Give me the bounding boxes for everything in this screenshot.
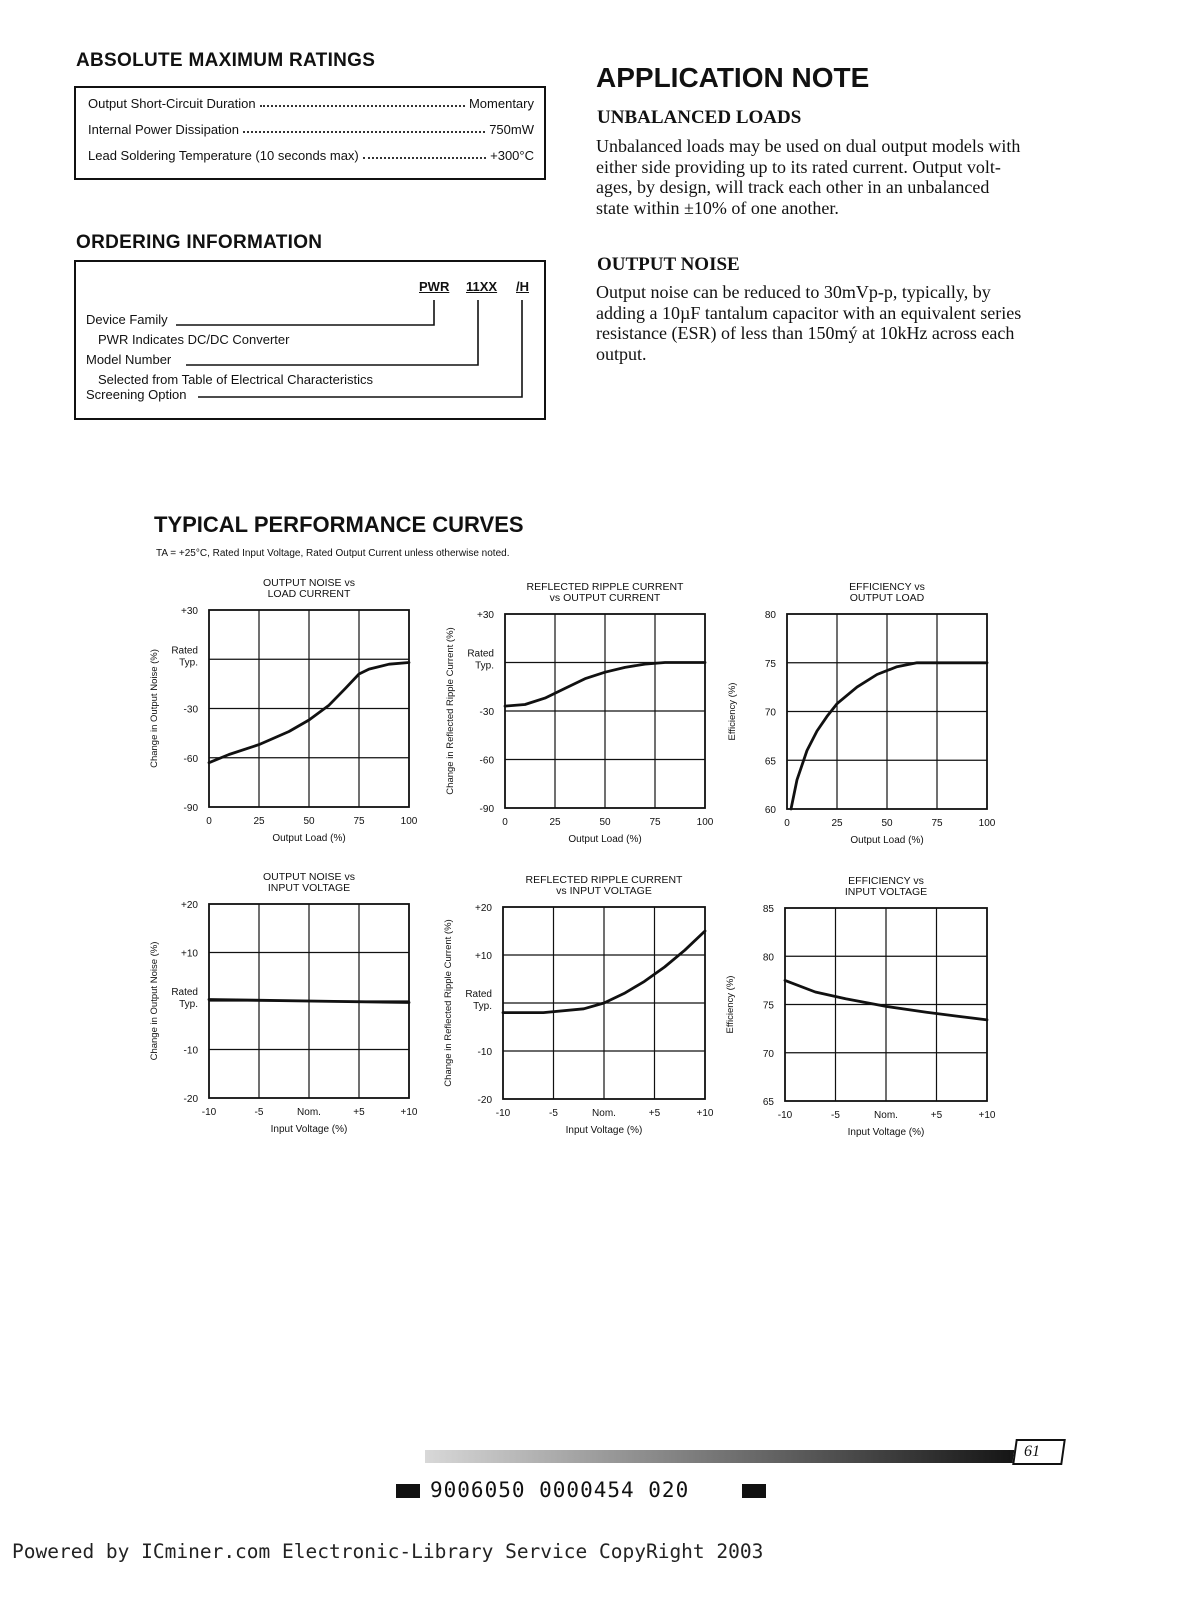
chart-title: OUTPUT LOAD [849, 592, 925, 604]
y-tick-label: -30 [479, 707, 494, 718]
x-tick-label: 100 [978, 818, 996, 829]
y-tick-label: Typ. [179, 999, 198, 1010]
app-note-line: output. [596, 343, 647, 364]
x-tick-label: -10 [495, 1108, 511, 1119]
y-tick-label: 75 [762, 1000, 774, 1012]
app-note-line: state within ±10% of one another. [596, 197, 839, 218]
x-tick-label: -5 [831, 1110, 840, 1121]
y-tick-label: Typ. [179, 657, 198, 669]
series-line [209, 1000, 409, 1003]
chart-title: OUTPUT NOISE vs [263, 577, 355, 589]
app-note-line: adding a 10µF tantalum capacitor with an equivalent series [596, 302, 1022, 323]
y-tick-label: Typ. [473, 1001, 492, 1012]
ordering-title: ORDERING INFORMATION [76, 232, 323, 253]
footer-gradient-bar [425, 1450, 1027, 1463]
ratings-title: ABSOLUTE MAXIMUM RATINGS [76, 50, 376, 71]
x-tick-label: 75 [931, 818, 943, 829]
app-note-line: either side providing up to its rated current. Output volt- [596, 156, 1001, 177]
y-tick-label: 75 [764, 658, 776, 670]
y-tick-label: -90 [479, 804, 494, 815]
y-axis-label: Change in Output Noise (%) [149, 649, 160, 768]
ordering-code-family: PWR [419, 279, 450, 294]
x-tick-label: 25 [253, 816, 265, 827]
y-tick-label: 65 [764, 756, 776, 768]
x-axis-label: Output Load (%) [568, 834, 642, 845]
x-axis-label: Output Load (%) [272, 833, 346, 844]
rating-label: Lead Soldering Temperature (10 seconds max) [88, 148, 359, 163]
x-tick-label: 0 [502, 817, 508, 828]
y-tick-label: -90 [183, 803, 198, 814]
y-tick-label: -60 [479, 755, 494, 767]
barcode-block-left [396, 1484, 420, 1498]
x-tick-label: Nom. [874, 1110, 898, 1121]
y-tick-label: -30 [183, 704, 198, 716]
x-tick-label: Nom. [592, 1108, 616, 1119]
y-tick-label: 70 [764, 707, 776, 719]
x-tick-label: Nom. [297, 1107, 321, 1118]
page-number-box [1012, 1439, 1066, 1465]
app-note-line: resistance (ESR) of less than 150mý at 10kHz across each [596, 323, 1015, 343]
y-tick-label: Typ. [475, 660, 494, 672]
x-tick-label: 100 [696, 817, 714, 828]
powered-by-text: Powered by ICminer.com Electronic-Library Service CopyRight 2003 [12, 1540, 764, 1563]
y-tick-label: -20 [183, 1094, 198, 1105]
x-tick-label: +5 [648, 1108, 661, 1119]
app-note-line: Unbalanced loads may be used on dual output models with [596, 136, 1021, 156]
y-tick-label: +10 [475, 951, 492, 962]
y-tick-label: -10 [183, 1045, 198, 1057]
x-axis-label: Output Load (%) [850, 835, 924, 846]
y-tick-label: 65 [762, 1097, 774, 1108]
x-tick-label: 75 [353, 816, 365, 827]
chart-title: REFLECTED RIPPLE CURRENT [525, 874, 683, 886]
rating-value: 750mW [489, 122, 534, 137]
app-note-heading: UNBALANCED LOADS [597, 107, 802, 128]
chart-title: OUTPUT NOISE vs [263, 871, 355, 883]
ordering-line: Selected from Table of Electrical Characteristics [98, 372, 374, 387]
y-axis-label: Change in Reflected Ripple Current (%) [445, 627, 456, 795]
x-tick-label: -5 [254, 1107, 264, 1118]
x-tick-label: 0 [206, 816, 212, 827]
x-axis-label: Input Voltage (%) [565, 1125, 643, 1136]
x-tick-label: -10 [777, 1110, 793, 1121]
barcode-text: 9006050 0000454 020 [430, 1478, 690, 1502]
chart-title: EFFICIENCY vs [849, 581, 925, 593]
ordering-line: Device Family [86, 312, 168, 327]
ordering-line: PWR Indicates DC/DC Converter [98, 332, 290, 347]
ordering-code-model: 11XX [466, 279, 498, 294]
chart-title: INPUT VOLTAGE [267, 882, 351, 894]
x-tick-label: +10 [696, 1108, 714, 1119]
y-tick-label: 85 [762, 904, 774, 915]
rating-label: Internal Power Dissipation [88, 122, 240, 137]
x-tick-label: +5 [353, 1107, 365, 1118]
x-tick-label: 25 [831, 818, 843, 829]
x-tick-label: 50 [881, 818, 893, 829]
x-tick-label: -5 [549, 1108, 558, 1119]
chart-title: INPUT VOLTAGE [844, 886, 928, 898]
y-tick-label: +10 [181, 948, 198, 960]
x-tick-label: +10 [400, 1107, 418, 1118]
chart-title: EFFICIENCY vs [848, 875, 924, 887]
y-tick-label: -10 [477, 1047, 492, 1058]
y-tick-label: Rated [171, 645, 198, 657]
y-tick-label: +30 [181, 606, 198, 617]
x-tick-label: +10 [978, 1110, 996, 1121]
ordering-line: Screening Option [86, 387, 187, 402]
app-note-title: APPLICATION NOTE [596, 62, 870, 93]
x-tick-label: -10 [201, 1107, 217, 1118]
chart-title: REFLECTED RIPPLE CURRENT [526, 581, 684, 593]
ordering-code-screening: /H [516, 279, 529, 294]
page-number: 61 [1024, 1443, 1040, 1460]
y-axis-label: Change in Output Noise (%) [149, 941, 160, 1061]
app-note-line: ages, by design, will track each other in an unbalanced [596, 177, 990, 197]
y-axis-label: Change in Reflected Ripple Current (%) [443, 919, 454, 1087]
y-tick-label: +30 [477, 610, 494, 621]
series-line [791, 663, 987, 809]
y-tick-label: Rated [467, 648, 494, 660]
rating-value: Momentary [468, 96, 534, 111]
x-tick-label: 25 [549, 817, 561, 828]
curves-note: TA = +25°C, Rated Input Voltage, Rated Output Current unless otherwise noted. [156, 548, 510, 559]
y-axis-label: Efficiency (%) [727, 682, 738, 741]
y-tick-label: 60 [764, 805, 776, 816]
chart-title: vs OUTPUT CURRENT [549, 592, 661, 604]
app-note-heading: OUTPUT NOISE [597, 254, 740, 275]
x-tick-label: 50 [303, 816, 315, 827]
chart-title: LOAD CURRENT [267, 588, 351, 600]
x-tick-label: +5 [930, 1110, 943, 1121]
x-tick-label: 0 [784, 818, 790, 829]
x-axis-label: Input Voltage (%) [847, 1127, 925, 1138]
x-tick-label: 100 [400, 816, 418, 827]
chart-title: vs INPUT VOLTAGE [556, 885, 652, 897]
curves-title: TYPICAL PERFORMANCE CURVES [154, 512, 524, 537]
y-tick-label: -60 [183, 753, 198, 765]
y-tick-label: 80 [762, 952, 774, 964]
y-tick-label: +20 [181, 900, 198, 911]
y-axis-label: Efficiency (%) [725, 975, 736, 1034]
y-tick-label: 80 [764, 610, 776, 621]
y-tick-label: Rated [171, 987, 198, 998]
rating-label: Output Short-Circuit Duration [88, 96, 256, 111]
ordering-line: Model Number [86, 352, 172, 367]
y-tick-label: +20 [475, 903, 492, 914]
y-tick-label: 70 [762, 1048, 774, 1060]
x-axis-label: Input Voltage (%) [270, 1124, 348, 1135]
app-note-line: Output noise can be reduced to 30mVp-p, typically, by [596, 282, 991, 302]
x-tick-label: 75 [649, 817, 661, 828]
rating-value: +300°C [490, 148, 534, 163]
barcode-block-right [742, 1484, 766, 1498]
y-tick-label: Rated [465, 989, 492, 1000]
y-tick-label: -20 [477, 1095, 492, 1106]
x-tick-label: 50 [599, 817, 611, 828]
